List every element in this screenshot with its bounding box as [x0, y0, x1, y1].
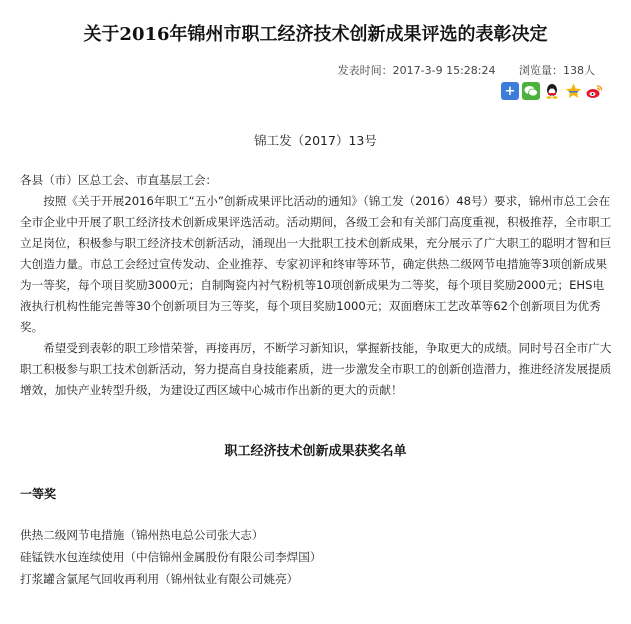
view-count: 浏览量：138人 [519, 64, 595, 77]
award-item: 供热二级网节电措施（锦州热电总公司张大志） [20, 528, 264, 542]
document-number: 锦工发（2017）13号 [254, 133, 377, 148]
award-item: 硅锰铁水包连续使用（中信锦州金属股份有限公司李焊国） [20, 550, 322, 564]
share-plus-icon[interactable]: + [501, 82, 519, 100]
award-list-title: 职工经济技术创新成果获奖名单 [224, 444, 407, 459]
qq-icon[interactable] [543, 82, 561, 100]
body-paragraph: 按照《关于开展2016年职工“五小”创新成果评比活动的通知》（锦工发（2016）48号）要求，锦州市总工会在全市企业中开展了职工经济技术创新成果评选活动。活动期间，各级工会和有关部门高度重视，积极推荐，全市职工立足岗位，积极参与职工经济技术创新活动，涌现出一大批职工技术创新成果，充分展示了广大职工的聪明才智和巨大创造力量。市总工会经过宣传发动、企业推荐、专家初评和终审等环节，确定供热二级网节电措施等3项创新成果为一等奖，每个项目奖励3000元；自制陶瓷内衬气粉机等10项创新成果为二等奖，每个项目奖励2000元；EHS电液执行机构性能完善等30个创新项目为三等奖，每个项目奖励1000元；双面磨床工艺改革等62个创新项目为优秀奖。 [20, 194, 612, 334]
award-item: 打浆罐含氯尾气回收再利用（锦州钛业有限公司姚亮） [20, 572, 299, 586]
award-list [20, 524, 321, 590]
salutation: 各县（市）区总工会、市直基层工会： [20, 173, 218, 187]
publish-time: 发表时间：2017-3-9 15:28:24 [337, 64, 496, 77]
article-body [20, 170, 612, 401]
qzone-icon[interactable] [564, 82, 582, 100]
first-prize-heading: 一等奖 [20, 487, 57, 501]
article-title: 关于2016年锦州市职工经济技术创新成果评选的表彰决定 [83, 24, 548, 45]
weibo-icon[interactable] [585, 82, 603, 100]
share-toolbar [501, 82, 603, 100]
wechat-icon[interactable] [522, 82, 540, 100]
article-meta [338, 62, 595, 78]
body-paragraph: 希望受到表彰的职工珍惜荣誉，再接再厉，不断学习新知识，掌握新技能，争取更大的成绩。同时号召全市广大职工积极参与职工技术创新活动，努力提高自身技能素质，进一步激发全市职工的创新创造潜力，推进经济发展提质增效，加快产业转型升级，为建设辽西区域中心城市作出新的更大的贡献！ [20, 341, 612, 397]
